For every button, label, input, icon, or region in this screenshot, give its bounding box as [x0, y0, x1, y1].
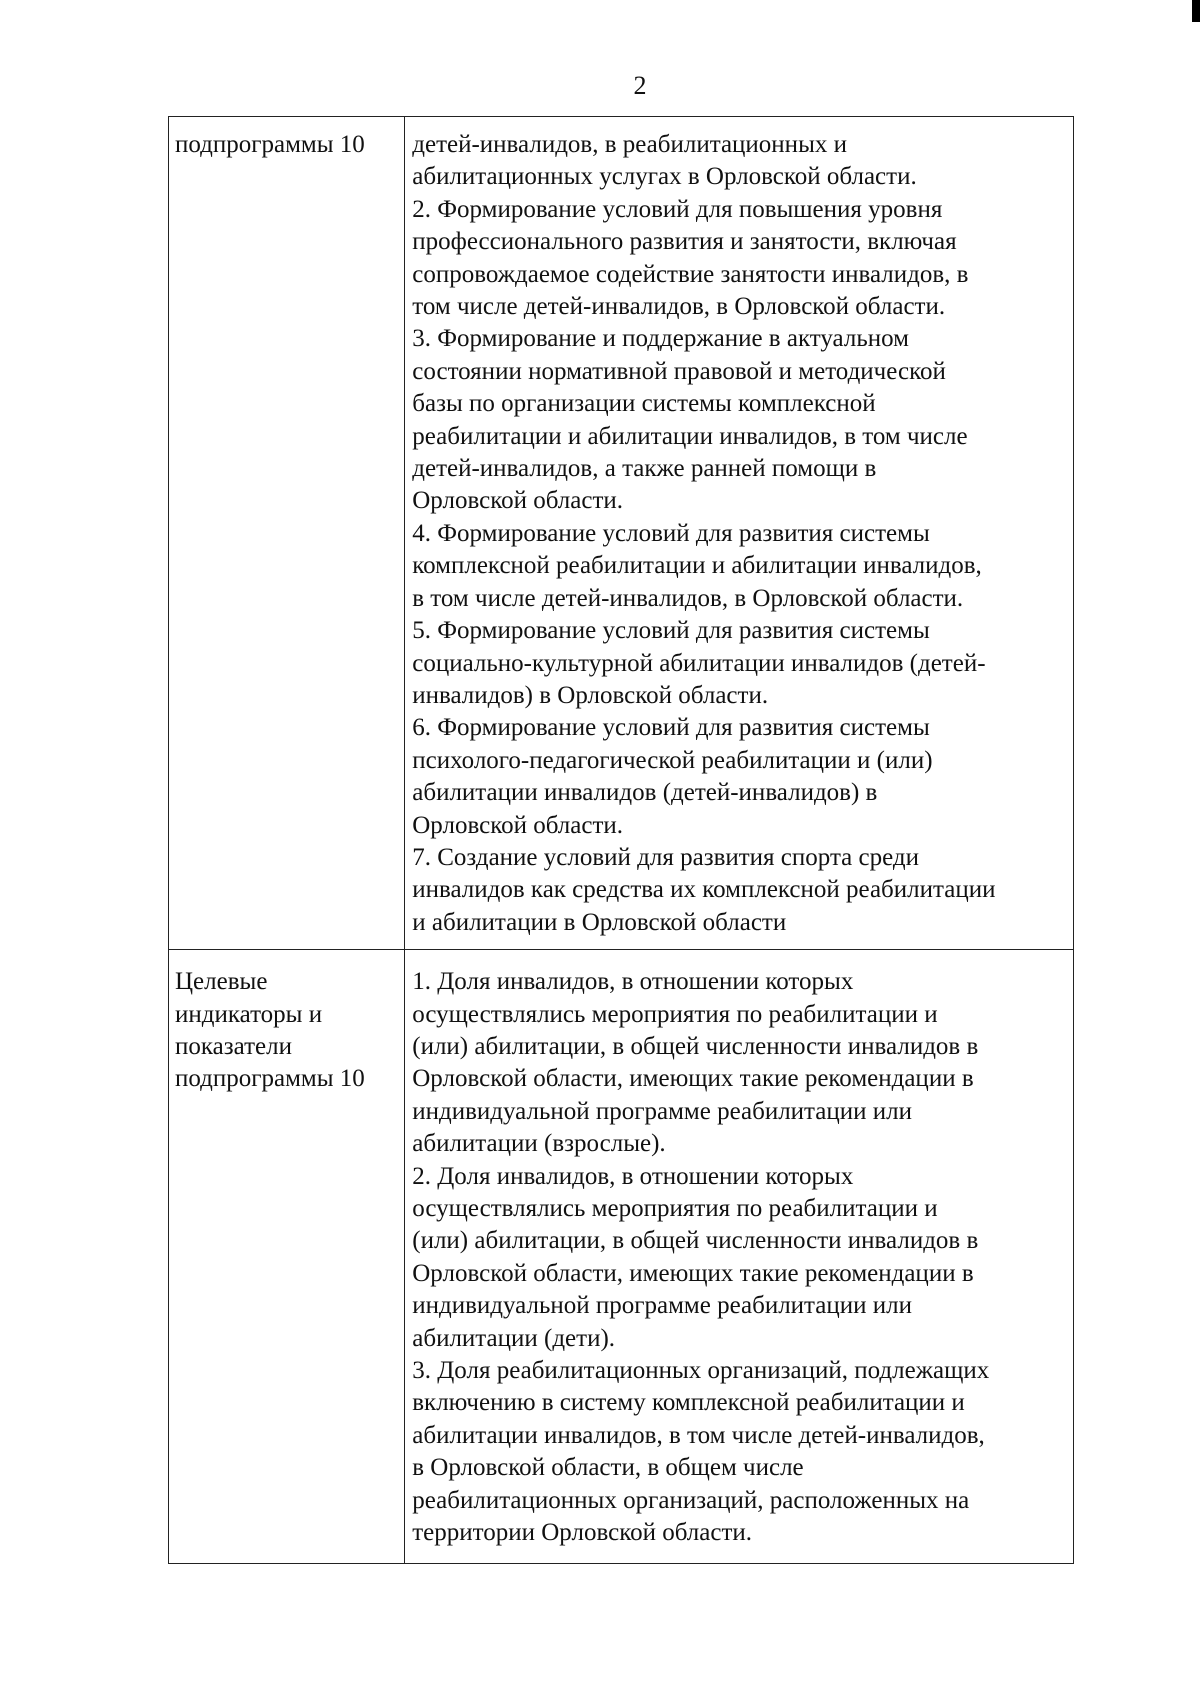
table-row [169, 950, 1074, 1564]
text-line: 5. Формирование условий для развития системы [412, 617, 930, 645]
text-line: 2. Доля инвалидов, в отношении которых [412, 1162, 854, 1190]
text-line: абилитационных услугах в Орловской области. [412, 163, 917, 191]
text-line: включению в систему комплексной реабилитации и [412, 1389, 965, 1417]
row-label-cell [169, 117, 405, 950]
text-line: детей-инвалидов, в реабилитационных и [412, 131, 847, 158]
text-line: комплексной реабилитации и абилитации инвалидов, [412, 552, 982, 580]
text-line: Орловской области. [412, 487, 624, 515]
text-line: базы по организации системы комплексной [412, 390, 876, 418]
text-line: психолого-педагогической реабилитации и (или) [412, 746, 933, 774]
text-line: индикаторы и [175, 1000, 323, 1028]
text-line: 1. Доля инвалидов, в отношении которых [412, 968, 854, 996]
text-line: (или) абилитации, в общей численности инвалидов в [412, 1227, 979, 1255]
text-line: (или) абилитации, в общей численности инвалидов в [412, 1032, 979, 1060]
text-line: абилитации инвалидов, в том числе детей-инвалидов, [412, 1421, 985, 1449]
text-line: абилитации инвалидов (детей-инвалидов) в [412, 779, 878, 807]
page-number: 2 [633, 71, 647, 100]
text-line: индивидуальной программе реабилитации или [412, 1292, 912, 1320]
text-line: абилитации (взрослые). [412, 1130, 666, 1158]
text-line: инвалидов как средства их комплексной реабилитации [412, 876, 996, 904]
text-line: в том числе детей-инвалидов, в Орловской области. [412, 584, 964, 612]
row-content-cell [405, 117, 1074, 950]
text-line: реабилитации и абилитации инвалидов, в том числе [412, 422, 968, 450]
text-line: в Орловской области, в общем числе [412, 1454, 804, 1482]
text-line: индивидуальной программе реабилитации или [412, 1097, 912, 1125]
text-line: 3. Доля реабилитационных организаций, подлежащих [412, 1357, 990, 1385]
row-content-cell [405, 950, 1074, 1564]
text-line: сопровождаемое содействие занятости инвалидов, в [412, 260, 969, 288]
text-line: 4. Формирование условий для развития системы [412, 519, 930, 547]
text-line: 2. Формирование условий для повышения уровня [412, 195, 943, 223]
text-line: осуществлялись мероприятия по реабилитации и [412, 1000, 938, 1028]
text-line: показатели [175, 1032, 292, 1060]
text-line: профессионального развития и занятости, включая [412, 228, 957, 256]
program-passport-table [168, 116, 1074, 1564]
text-line: Орловской области, имеющих такие рекомендации в [412, 1065, 974, 1093]
text-line: 7. Создание условий для развития спорта среди [412, 843, 919, 871]
text-line: подпрограммы 10 [175, 1065, 365, 1093]
scan-mark [1192, 0, 1200, 22]
table-row [169, 117, 1074, 950]
text-line: детей-инвалидов, а также ранней помощи в [412, 455, 877, 483]
row-label-cell [169, 950, 405, 1564]
text-line: абилитации (дети). [412, 1324, 616, 1352]
text-line: и абилитации в Орловской области [412, 908, 787, 936]
text-line: Орловской области. [412, 811, 624, 839]
text-line: том числе детей-инвалидов, в Орловской области. [412, 293, 946, 321]
text-line: Целевые [175, 968, 268, 996]
text-line: 3. Формирование и поддержание в актуальном [412, 325, 909, 353]
text-line: инвалидов) в Орловской области. [412, 681, 769, 709]
text-line: состоянии нормативной правовой и методической [412, 357, 946, 385]
text-line: территории Орловской области. [412, 1519, 753, 1547]
text-line: реабилитационных организаций, расположенных на [412, 1486, 970, 1514]
text-line: подпрограммы 10 [175, 131, 365, 158]
text-line: социально-культурной абилитации инвалидов (детей- [412, 649, 986, 677]
text-line: Орловской области, имеющих такие рекомендации в [412, 1259, 974, 1287]
text-line: осуществлялись мероприятия по реабилитации и [412, 1195, 938, 1222]
text-line: 6. Формирование условий для развития системы [412, 714, 930, 742]
